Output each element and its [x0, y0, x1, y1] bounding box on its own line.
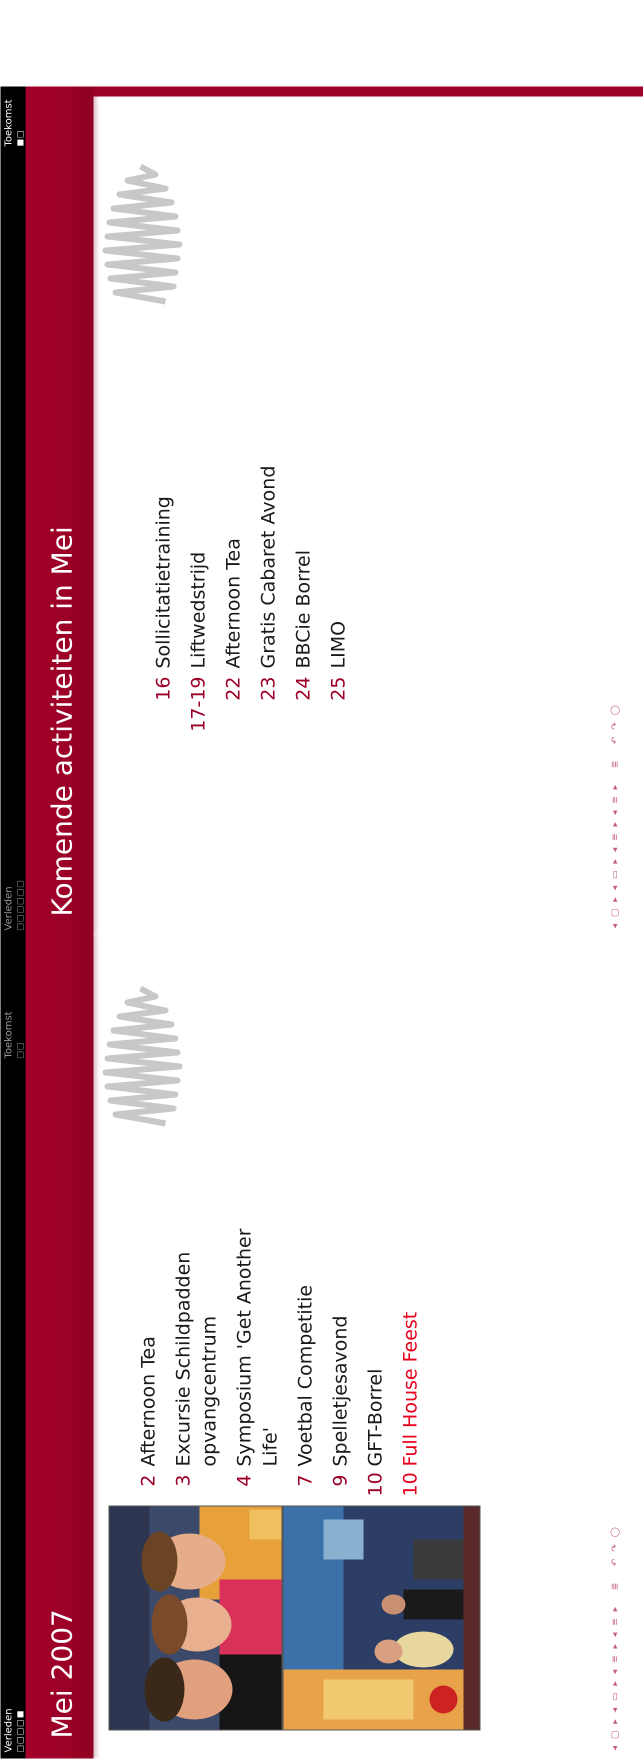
slide-komende-activiteiten: [0, 87, 643, 937]
list-item: [220, 297, 246, 737]
list-item: [362, 1197, 388, 1497]
frame-title-bar: [25, 87, 93, 937]
list-item: [292, 1197, 318, 1497]
activity-day: 23: [257, 676, 279, 701]
activity-name: LIMO: [327, 620, 349, 669]
list-item: [325, 297, 351, 737]
activity-day: 10: [399, 1472, 421, 1497]
activity-day: 4: [233, 1474, 255, 1487]
nav-verleden-dots[interactable]: □□□□■: [15, 1709, 24, 1753]
list-item: [255, 297, 281, 737]
slide-title: Mei 2007: [45, 1609, 78, 1739]
activity-name: Gratis Cabaret Avond: [257, 465, 279, 669]
activity-day: 9: [329, 1474, 351, 1487]
activity-name: Full House Feest: [399, 1311, 421, 1467]
activity-day: 16: [152, 676, 174, 701]
navigation-headline: [0, 87, 25, 937]
slide-title: Komende activiteiten in Mei: [45, 526, 78, 917]
activity-name: GFT-Borrel: [364, 1368, 386, 1467]
list-item-highlight: [397, 1197, 423, 1497]
nav-verleden[interactable]: [3, 1708, 24, 1752]
slide-mei-2007: [0, 909, 643, 1759]
beamer-navigation-icons[interactable]: ◂ ▢ ▸ ◂ ▭ ▸ ◂ ≡ ▸ ◂ ≡ ▸ ≣ ↶ ↷ ◯: [610, 703, 620, 929]
activity-name: Afternoon Tea: [137, 1336, 159, 1467]
list-item: [170, 1197, 222, 1497]
list-item: [135, 1197, 161, 1497]
nav-toekomst[interactable]: [3, 1011, 24, 1058]
nav-toekomst[interactable]: [3, 99, 24, 146]
nav-toekomst-label: Toekomst: [3, 1011, 14, 1059]
list-item: [327, 1197, 353, 1497]
nav-verleden-label: Verleden: [3, 1708, 14, 1753]
activity-day: 17-19: [187, 676, 209, 732]
activity-name: Sollicitatietraining: [152, 496, 174, 669]
activity-day: 24: [292, 676, 314, 701]
activity-day: 7: [294, 1474, 316, 1487]
list-item: [185, 297, 211, 737]
nav-toekomst-dots[interactable]: ■□: [15, 129, 24, 147]
logo-squiggle-icon: [95, 979, 185, 1129]
side-accent-bar: [93, 87, 643, 97]
activity-day: 3: [172, 1474, 194, 1487]
beamer-navigation-icons[interactable]: ◂ ▢ ▸ ◂ ▭ ▸ ◂ ≡ ▸ ◂ ≡ ▸ ≣ ↶ ↷ ◯: [610, 1525, 620, 1751]
frame-title-bar: [25, 909, 93, 1759]
list-item: [150, 297, 176, 737]
activity-day: 10: [364, 1472, 386, 1497]
activity-name: Spelletjesavond: [329, 1315, 351, 1467]
activity-day: 22: [222, 676, 244, 701]
nav-verleden[interactable]: [3, 879, 24, 930]
nav-verleden-dots[interactable]: □□□□□□: [15, 879, 24, 931]
navigation-headline: [0, 909, 25, 1759]
activity-list-komend: [150, 297, 360, 737]
list-item: [231, 1197, 283, 1497]
activity-name: BBCie Borrel: [292, 549, 314, 669]
activity-name: Excursie Schildpadden opvangcentrum: [172, 1251, 220, 1467]
activity-name: Voetbal Competitie: [294, 1284, 316, 1467]
list-item: [290, 297, 316, 737]
activity-day: 25: [327, 676, 349, 701]
nav-toekomst-label: Toekomst: [3, 99, 14, 147]
activity-name: Symposium 'Get Another Life': [233, 1228, 281, 1467]
activity-name: Liftwedstrijd: [187, 551, 209, 669]
activity-day: 2: [137, 1474, 159, 1487]
nav-toekomst-dots[interactable]: □□: [15, 1041, 24, 1059]
logo-squiggle-icon: [95, 157, 185, 307]
nav-verleden-label: Verleden: [3, 886, 14, 931]
activity-name: Afternoon Tea: [222, 538, 244, 669]
activity-list-mei: [135, 1197, 432, 1497]
